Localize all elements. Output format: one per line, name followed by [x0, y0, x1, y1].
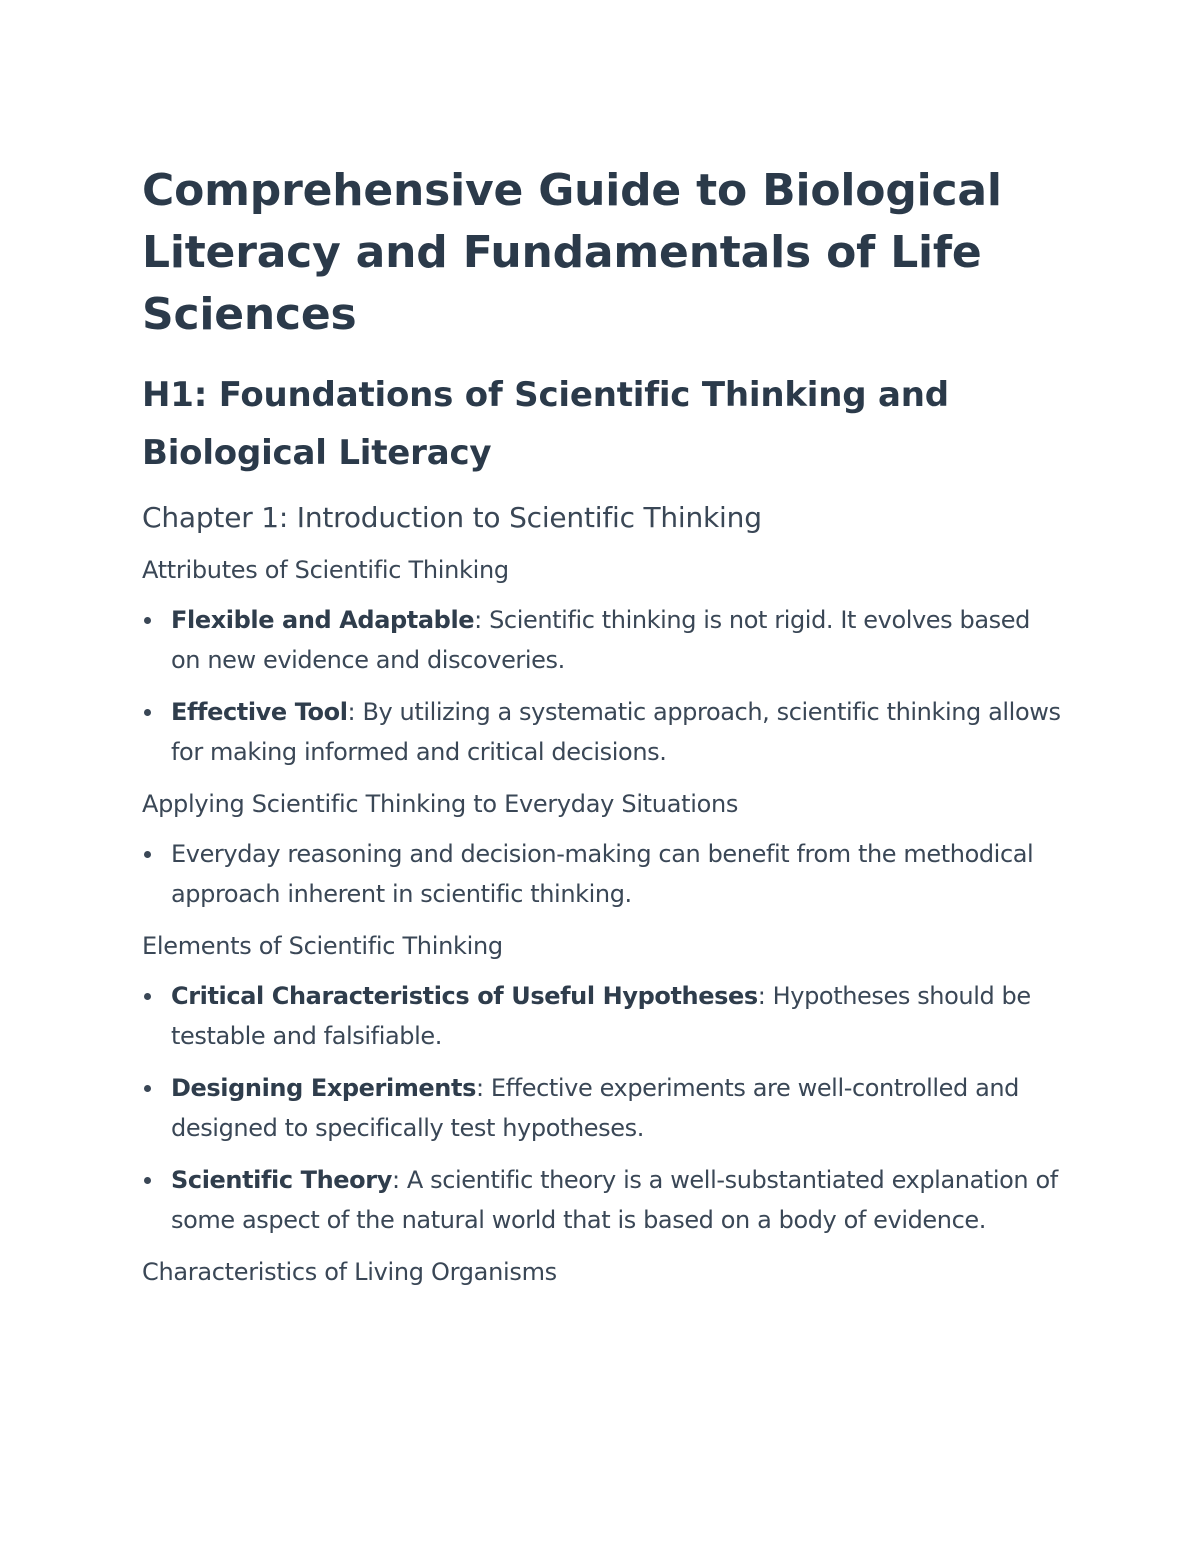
- list-item-term: Critical Characteristics of Useful Hypotheses: [171, 982, 758, 1010]
- list-item: [142, 1068, 1062, 1148]
- document-page: [142, 160, 1062, 1290]
- subheading-elements: Elements of Scientific Thinking: [142, 932, 503, 960]
- list-item-text: : A scientific theory is a well-substantiated explanation of some aspect of the natural world that is based on a body of evidence.: [171, 1166, 1058, 1234]
- list-item-term: Effective Tool: [171, 698, 348, 726]
- bullet-list-attributes: [142, 600, 1062, 772]
- list-item: [142, 692, 1062, 772]
- list-item: [142, 1160, 1062, 1240]
- list-item-term: Designing Experiments: [171, 1074, 476, 1102]
- subheading-living-organisms: Characteristics of Living Organisms: [142, 1258, 557, 1286]
- bullet-list-elements: [142, 976, 1062, 1240]
- subheading-attributes: Attributes of Scientific Thinking: [142, 556, 509, 584]
- list-item-text: Everyday reasoning and decision-making can benefit from the methodical approach inherent in scientific thinking.: [171, 840, 1034, 908]
- list-item: [142, 976, 1062, 1056]
- list-item-term: Scientific Theory: [171, 1166, 392, 1194]
- list-item: [142, 600, 1062, 680]
- list-item-text: : Effective experiments are well-controlled and designed to specifically test hypotheses.: [171, 1074, 1020, 1142]
- list-item: [142, 834, 1062, 914]
- list-item-term: Flexible and Adaptable: [171, 606, 475, 634]
- bullet-list-applying: [142, 834, 1062, 914]
- chapter-heading: Chapter 1: Introduction to Scientific Thinking: [142, 501, 762, 534]
- document-title: Comprehensive Guide to Biological Literacy and Fundamentals of Life Sciences: [142, 165, 1002, 340]
- subheading-applying: Applying Scientific Thinking to Everyday Situations: [142, 790, 739, 818]
- list-item-text: : By utilizing a systematic approach, scientific thinking allows for making informed and critical decisions.: [171, 698, 1061, 766]
- list-item-text: : Hypotheses should be testable and falsifiable.: [171, 982, 1031, 1050]
- section-heading-h1: H1: Foundations of Scientific Thinking and Biological Literacy: [142, 375, 949, 473]
- list-item-text: : Scientific thinking is not rigid. It evolves based on new evidence and discoveries.: [171, 606, 1030, 674]
